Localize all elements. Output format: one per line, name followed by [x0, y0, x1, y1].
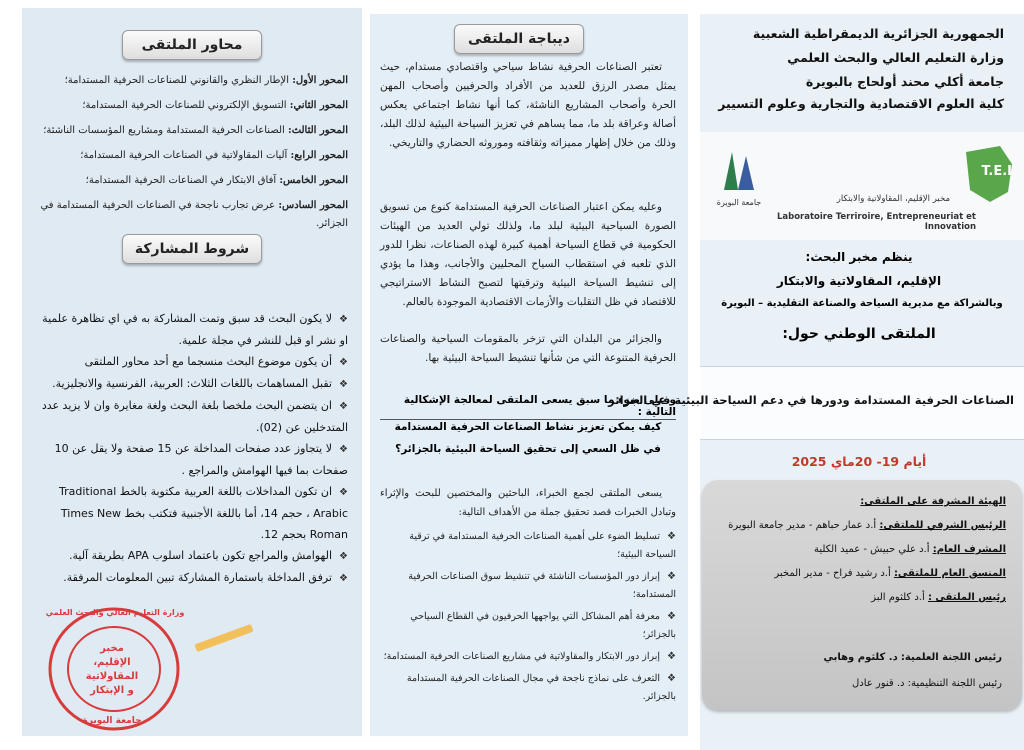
problem-intro: و على ضوء ما سبق يسعى الملتقى لمعالجة الإشكالية التالية :: [380, 394, 676, 420]
right-panel: [608, 14, 1024, 750]
axis-item: المحور الثالث: الصناعات الحرفية المستدامة ومشاريع المؤسسات الناشئة؛: [43, 125, 348, 136]
diamond-bullet-icon: ❖: [667, 651, 676, 662]
goals-intro: يسعى الملتقى لجمع الخبراء، الباحثين والمختصين للبحث والإثراء وتبادل الخبرات قصد تحقيق جملة من الأهداف التالية:: [380, 488, 676, 518]
condition-item: ❖لا يكون البحث قد سبق وتمت المشاركة به في اي تظاهرة علمية او نشر او قبل للنشر في مجلة علمية.: [36, 308, 348, 351]
axes-title: محاور الملتقى: [122, 30, 262, 60]
stamp-outer-text-bottom: جامعة البويرة: [82, 716, 142, 726]
committee-row: المشرف العام: أ.د علي حبيش - عميد الكلية: [813, 544, 1006, 555]
stamp-text: مخبر الإقليم، المقاولاتية و الإبتكار: [85, 643, 139, 696]
tei-logo: [960, 142, 1016, 208]
condition-item: ❖ان تكون المداخلات باللغة العربية مكتوبة بالخط Traditional Arabic ، حجم 14، أما باللغة الأجنبية فتكتب بخط Times New Roman بحجم 12.: [36, 481, 348, 545]
diamond-bullet-icon: ❖: [339, 314, 348, 325]
header-faculty: كلية العلوم الاقتصادية والتجارية وعلوم التسيير: [718, 96, 1004, 111]
university-emblem-icon: [714, 146, 764, 196]
diamond-bullet-icon: ❖: [339, 551, 348, 562]
diamond-bullet-icon: ❖: [339, 357, 348, 368]
objectives-list: [380, 528, 676, 706]
left-panel: [22, 8, 362, 736]
organizer-name: الإقليم، المقاولاتية والابتكار: [776, 274, 942, 288]
axis-item: المحور الخامس: آفاق الابتكار في الصناعات الحرفية المستدامة؛: [85, 175, 348, 186]
partnership: وبالشراكة مع مديرية السياحة والصناعة التقليدية – البويرة: [721, 298, 1003, 309]
preamble-para-2: وعليه يمكن اعتبار الصناعات الحرفية المستدامة كنوع من تسويق الصورة السياحية البيئية لبلد ما، ولذلك تولي العديد من الهيئات الحكومية في قطاع السياحة أهمية كبيرة لهذه الصناعات، نظرا للدور الذي تلعبه في استقطاب السياح المحليين والأجانب، وهذا ما يؤدي إلى تنشيط السياحة البيئية وترقيتها لتصبح النشاط الاستراتيجي للاقتصاد في ظل التقلبات والأزمات الاقتصادية الموجودة بالعالم.: [380, 201, 676, 308]
pencil-decoration-icon: [194, 624, 253, 652]
committee-title: الهيئة المشرفة على الملتقى:: [860, 496, 1006, 507]
stamp-outer-text-top: وزارة التعليم العالي والبحث العلمي: [45, 608, 185, 617]
event-dates: أيام 19- 20ماي 2025: [791, 454, 927, 469]
diamond-bullet-icon: ❖: [339, 444, 348, 455]
diamond-bullet-icon: ❖: [667, 531, 676, 542]
lab-name-fr: Laboratoire Terriroire, Entrepreneuriat et Innovation: [776, 212, 976, 232]
condition-item: ❖تقبل المساهمات باللغات الثلاث: العربية، الفرنسية والانجليزية.: [36, 373, 348, 395]
conditions-title: شروط المشاركة: [122, 234, 262, 264]
university-logo: [714, 146, 764, 206]
committee-row: المنسق العام للملتقى: أ.د رشيد فراح - مدير المخبر: [774, 568, 1006, 579]
objective-item: ❖إبراز دور الابتكار والمقاولاتية في مشاريع الصناعات الحرفية المستدامة؛: [380, 648, 676, 666]
diamond-bullet-icon: ❖: [339, 573, 348, 584]
axis-item: المحور الأول: الإطار النظري والقانوني للصناعات الحرفية المستدامة؛: [64, 75, 348, 86]
organizer-label: ينظم مخبر البحث:: [805, 250, 913, 264]
diamond-bullet-icon: ❖: [667, 673, 676, 684]
diamond-bullet-icon: ❖: [667, 571, 676, 582]
condition-item: ❖أن يكون موضوع البحث منسجما مع أحد محاور الملتقى: [36, 351, 348, 373]
preamble-para-3: والجزائر من البلدان التي تزخر بالمقومات السياحية والصناعات الحرفية المتنوعة التي من شأنها تنشيط السياحة البيئية بها.: [380, 333, 676, 364]
diamond-bullet-icon: ❖: [339, 379, 348, 390]
objective-item: ❖إبراز دور المؤسسات الناشئة في تنشيط سوق الصناعات الحرفية المستدامة؛: [380, 568, 676, 604]
header-university: جامعة أكلي محند أولحاج بالبويرة: [805, 74, 1004, 89]
condition-item: ❖ترفق المداخلة باستمارة المشاركة تبين المعلومات المرفقة.: [36, 567, 348, 589]
lab-name-ar: مخبر الإقليم، المقاولاتية والابتكار: [836, 194, 950, 204]
condition-item: ❖الهوامش والمراجع تكون باعتماد اسلوب APA بطريقة آلية.: [36, 545, 348, 567]
objective-item: ❖التعرف على نماذج ناجحة في مجال الصناعات الحرفية المستدامة بالجزائر.: [380, 670, 676, 706]
middle-panel: [370, 14, 688, 736]
event-title: الصناعات الحرفية المستدامة ودورها في دعم السياحة البيئية في الجزائر: [608, 393, 1014, 407]
objective-item: ❖تسليط الضوء على أهمية الصناعات الحرفية المستدامة في ترقية السياحة البيئية؛: [380, 528, 676, 564]
logo-band: [700, 132, 1024, 240]
condition-item: ❖ان يتضمن البحث ملخصا بلغة البحث ولغة مغايرة وان لا يزيد عدد المتدخلين عن (02).: [36, 395, 348, 438]
diamond-bullet-icon: ❖: [667, 611, 676, 622]
event-label: الملتقى الوطني حول:: [782, 326, 936, 342]
event-title-band: [608, 366, 1024, 440]
axes-list: [36, 72, 348, 233]
university-logo-text: جامعة البويرة: [716, 198, 762, 207]
header-ministry: وزارة التعليم العالي والبحث العلمي: [787, 50, 1004, 65]
committee-row: رئيس الملتقى : أ.د كلثوم البز: [871, 592, 1006, 603]
preamble-para-1: تعتبر الصناعات الحرفية نشاط سياحي واقتصادي مستدام، حيث يمثل مصدر الرزق للعديد من الأفراد والحرفيين وأصحاب المهن الحرة وأصحاب المشاريع الناشئة، كما أنها نشاط اجتماعي يعكس أصالة وعراقة بلد ما، مما يساهم في تعزيز السياحة البيئية لذلك البلد، وذلك من خلال إظهار مميزاته وثقافته وموروثه الحضاري والتاريخي.: [380, 61, 676, 149]
preamble-title: ديباجة الملتقى: [454, 24, 584, 54]
objective-item: ❖معرفة أهم المشاكل التي يواجهها الحرفيون في القطاع السياحي بالجزائر؛: [380, 608, 676, 644]
axis-item: المحور السادس: عرض تجارب ناجحة في الصناعات الحرفية المستدامة في الجزائر.: [40, 200, 348, 229]
committee-row: الرئيس الشرفي للملتقى: أ.د عمار حباهم - مدير جامعة البويرة: [728, 520, 1006, 531]
diamond-bullet-icon: ❖: [339, 487, 348, 498]
tei-logo-text: T.E.I: [981, 164, 1012, 179]
committee-row: رئيس اللجنة التنظيمية: د. قنور عادل: [851, 678, 1002, 689]
axis-item: المحور الثاني: التسويق الإلكتروني للصناعات الحرفية المستدامة؛: [82, 100, 348, 111]
conditions-list: [36, 308, 348, 589]
condition-item: ❖لا يتجاوز عدد صفحات المداخلة عن 15 صفحة ولا يقل عن 10 صفحات بما فيها الهوامش والمراجع .: [36, 438, 348, 481]
problem-question: كيف يمكن تعزيز نشاط الصناعات الحرفية المستدامة في ظل السعي إلى تحقيق السياحة البيئية بالجزائر؟: [394, 421, 662, 455]
axis-item: المحور الرابع: آليات المقاولاتية في الصناعات الحرفية المستدامة؛: [80, 150, 348, 161]
header-republic: الجمهورية الجزائرية الديمقراطية الشعبية: [752, 26, 1004, 41]
diamond-bullet-icon: ❖: [339, 401, 348, 412]
committee-row: رئيس اللجنة العلمية: د. كلثوم وهابي: [823, 652, 1002, 663]
